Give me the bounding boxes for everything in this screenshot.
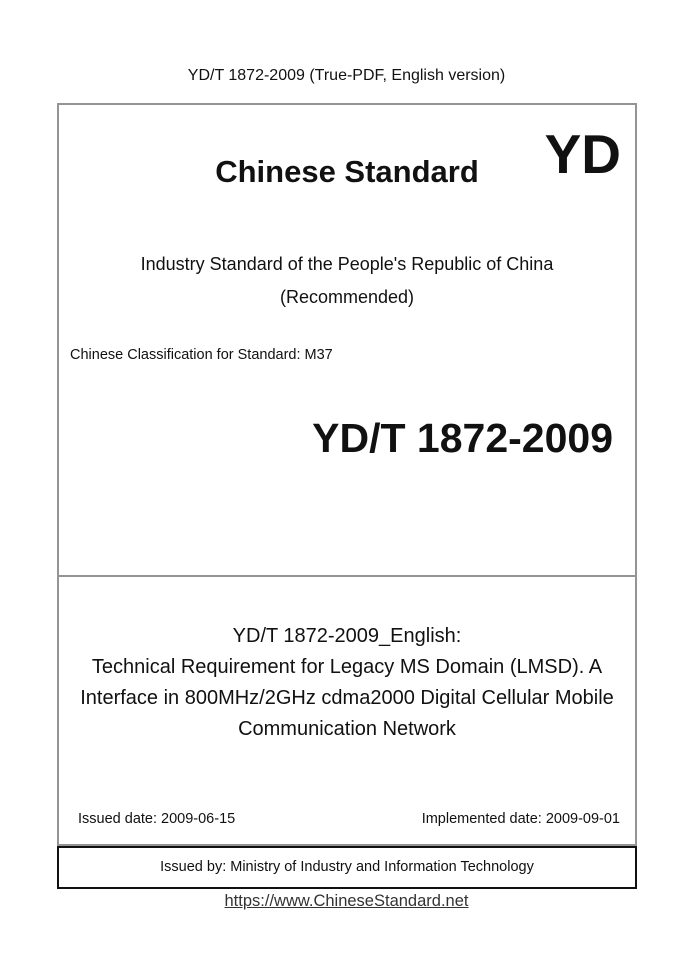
cover-main-box — [57, 103, 637, 846]
classification-note: Chinese Classification for Standard: M37 — [70, 347, 333, 363]
standard-type-label: Chinese Standard — [215, 154, 479, 189]
document-title — [59, 621, 635, 745]
document-header-note: YD/T 1872-2009 (True-PDF, English version) — [187, 67, 506, 84]
title-line-2: Technical Requirement for Legacy MS Domain (LMSD). A — [91, 656, 603, 678]
title-line-1: YD/T 1872-2009_English: — [232, 625, 462, 647]
subtitle-line-2: (Recommended) — [279, 287, 415, 307]
implemented-date: Implemented date: 2009-09-01 — [421, 811, 620, 827]
issued-date: Issued date: 2009-06-15 — [78, 811, 236, 827]
title-line-4: Communication Network — [238, 718, 456, 740]
title-line-3: Interface in 800MHz/2GHz cdma2000 Digital Cellular Mobile — [80, 687, 614, 709]
subtitle-block — [59, 248, 635, 314]
agency-logo-yd: YD — [544, 123, 621, 185]
issued-by-text: Issued by: Ministry of Industry and Information Technology — [160, 859, 534, 875]
website-link[interactable]: https://www.ChineseStandard.net — [224, 892, 469, 910]
section-divider — [59, 575, 635, 577]
dates-row — [78, 809, 620, 829]
subtitle-line-1: Industry Standard of the People's Republic of China — [140, 254, 554, 274]
issuer-box — [57, 846, 637, 889]
standard-code: YD/T 1872-2009 — [312, 415, 613, 461]
